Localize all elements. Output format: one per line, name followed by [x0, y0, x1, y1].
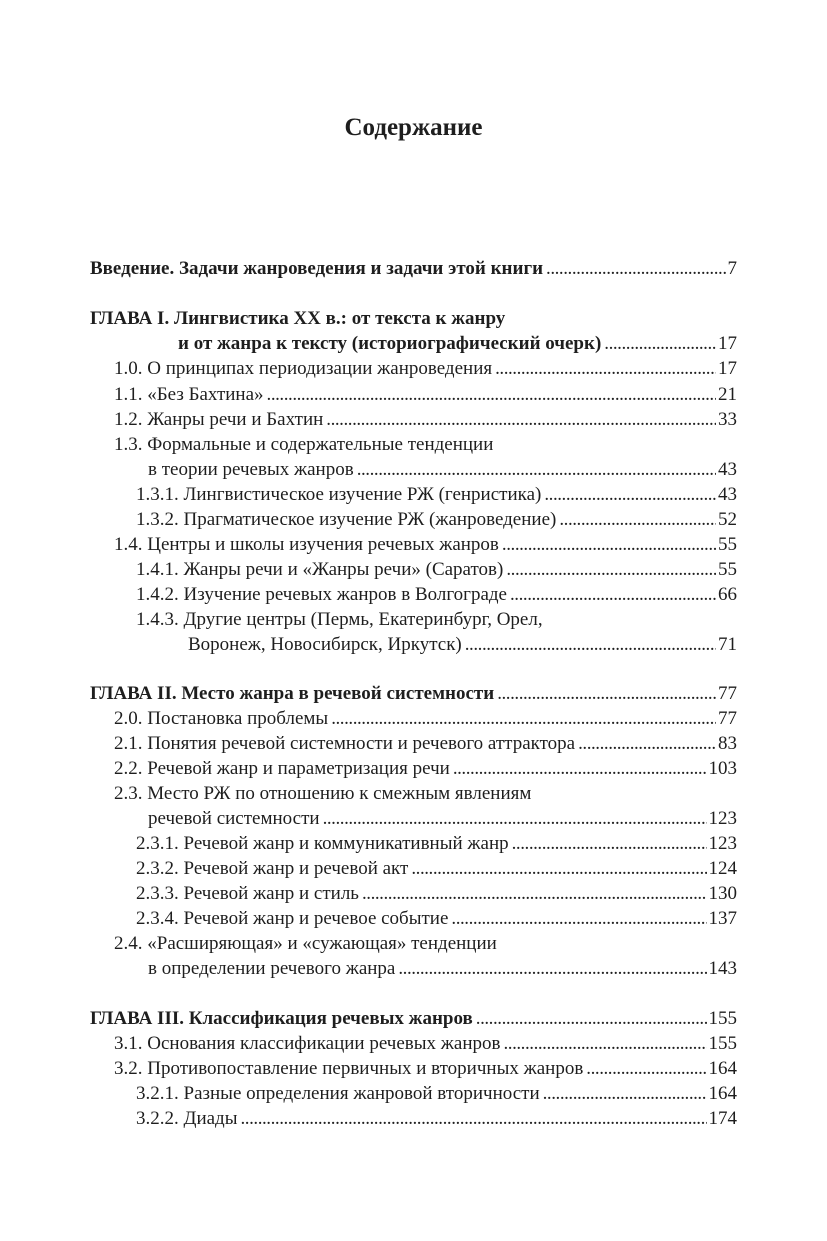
toc-dot-leader [331, 707, 716, 731]
toc-entry-text [136, 483, 541, 507]
toc-entry [114, 782, 737, 806]
toc-entry [136, 882, 737, 906]
toc-entry-number: 1.4.3. [136, 609, 179, 630]
toc-entry [114, 1032, 737, 1056]
toc-entry-text [136, 508, 556, 532]
toc-entry-title: в теории речевых жанров [148, 459, 354, 480]
toc-entry-text [148, 957, 395, 981]
toc-entry [114, 932, 737, 956]
toc-page-number: 137 [708, 908, 737, 929]
toc-entry-text [114, 757, 450, 781]
toc-entry-text [114, 433, 493, 457]
toc-dot-leader [578, 732, 716, 756]
toc-page-number: 143 [708, 958, 737, 979]
toc-entry-text [114, 707, 328, 731]
toc-entry [136, 1107, 737, 1131]
toc-entry-number: 1.4. [114, 534, 143, 555]
toc-entry-title: Понятия речевой системности и речевого аттрактора [147, 733, 576, 754]
toc-dot-leader [604, 332, 716, 356]
toc-entry-number: 2.4. [114, 933, 143, 954]
toc-dot-leader [362, 882, 707, 906]
toc-page-number: 7 [727, 258, 737, 279]
toc-entry-title: и от жанра к тексту (историографический очерк) [178, 333, 602, 354]
toc-entry-title: Введение. Задачи жанроведения и задачи этой книги [90, 258, 544, 279]
toc-entry-title: «Расширяющая» и «сужающая» тенденции [147, 933, 497, 954]
toc-entry-title: ГЛАВА II. Место жанра в речевой системности [90, 683, 495, 704]
toc-dot-leader [326, 408, 716, 432]
toc-entry-text [148, 807, 320, 831]
toc-page-number: 33 [718, 409, 737, 430]
toc-page-number: 164 [708, 1058, 737, 1079]
toc-entry-text [136, 882, 359, 906]
toc-entry-text [178, 332, 601, 356]
toc-entry [136, 558, 737, 582]
toc-entry [114, 757, 737, 781]
toc-entry-title: «Без Бахтина» [147, 384, 264, 405]
toc-entry-number: 2.2. [114, 758, 143, 779]
toc-entry-text [114, 383, 264, 407]
toc-page-number: 43 [718, 459, 737, 480]
toc-entry-title: Прагматическое изучение РЖ (жанроведение) [183, 509, 557, 530]
toc-entry-title: Речевой жанр и коммуникативный жанр [183, 833, 509, 854]
toc-dot-leader [512, 832, 707, 856]
toc-entry [90, 307, 737, 331]
toc-dot-leader [476, 1007, 707, 1031]
toc-entry [114, 533, 737, 557]
toc-entry-number: 2.3.3. [136, 883, 179, 904]
toc-entry-title: Место РЖ по отношению к смежным явлениям [147, 783, 532, 804]
toc-entry-text [136, 1107, 238, 1131]
toc-entry-title: в определении речевого жанра [148, 958, 396, 979]
toc-dot-leader [451, 907, 706, 931]
toc-entry-text [136, 832, 509, 856]
toc-dot-leader [502, 533, 716, 557]
toc-dot-leader [559, 508, 716, 532]
toc-entry-title: Постановка проблемы [147, 708, 329, 729]
toc-page-number: 77 [718, 708, 737, 729]
toc-dot-leader [453, 757, 707, 781]
toc-entry-text [136, 907, 448, 931]
toc-page-number: 55 [718, 534, 737, 555]
toc-entry-title: Речевой жанр и речевое событие [183, 908, 449, 929]
toc-dot-leader [503, 1032, 706, 1056]
toc-entry-title: Лингвистическое изучение РЖ (генристика) [183, 484, 542, 505]
toc-entry-number: 2.3.4. [136, 908, 179, 929]
toc-page-number: 130 [708, 883, 737, 904]
toc-entry-title: речевой системности [148, 808, 320, 829]
toc-entry-title: Разные определения жанровой вторичности [183, 1083, 540, 1104]
toc-entry-title: Противопоставление первичных и вторичных жанров [147, 1058, 584, 1079]
toc-entry-title: Жанры речи и «Жанры речи» (Саратов) [183, 559, 504, 580]
toc-page-number: 123 [708, 808, 737, 829]
toc-entry-text [90, 1007, 473, 1031]
toc-entry-title: Формальные и содержательные тенденции [147, 434, 494, 455]
toc-entry [114, 408, 737, 432]
toc-entry [136, 583, 737, 607]
toc-entry-number: 1.3. [114, 434, 143, 455]
toc-page-number: 17 [718, 358, 737, 379]
toc-page-number: 155 [708, 1008, 737, 1029]
toc-entry-number: 1.1. [114, 384, 143, 405]
toc-entry-text [114, 1032, 500, 1056]
toc-entry-number: 1.4.2. [136, 584, 179, 605]
page-title: Содержание [344, 114, 483, 141]
toc-entry [136, 857, 737, 881]
toc-entry-text [136, 608, 543, 632]
toc-entry [90, 682, 737, 706]
toc-entry-text [136, 857, 408, 881]
toc-entry-text [114, 782, 531, 806]
toc-dot-leader [543, 1082, 707, 1106]
toc-dot-leader [586, 1057, 706, 1081]
toc-entry [114, 383, 737, 407]
toc-dot-leader [497, 682, 716, 706]
toc-entry-text [90, 307, 505, 331]
toc-entry-title: Основания классификации речевых жанров [147, 1033, 501, 1054]
toc-entry-title: Другие центры (Пермь, Екатеринбург, Орел, [183, 609, 543, 630]
toc-page-number: 55 [718, 559, 737, 580]
toc-entry-number: 2.3.1. [136, 833, 179, 854]
toc-page-number: 52 [718, 509, 737, 530]
toc-entry-number: 1.3.2. [136, 509, 179, 530]
toc-entry-text [90, 257, 543, 281]
toc-entry-number: 1.2. [114, 409, 143, 430]
toc-dot-leader [544, 483, 716, 507]
toc-entry [114, 1057, 737, 1081]
toc-entry-title: ГЛАВА III. Классификация речевых жанров [90, 1008, 473, 1029]
toc-entry-text [136, 1082, 540, 1106]
toc-entry-number: 1.0. [114, 358, 143, 379]
toc-entry [136, 832, 737, 856]
toc-page-number: 66 [718, 584, 737, 605]
toc-entry [114, 707, 737, 731]
toc-entry-text [188, 633, 462, 657]
toc-dot-leader [546, 257, 725, 281]
toc-entry-title: Речевой жанр и параметризация речи [147, 758, 450, 779]
toc-entry-title: Воронеж, Новосибирск, Иркутск) [188, 634, 462, 655]
toc-entry-title: О принципах периодизации жанроведения [147, 358, 493, 379]
toc-entry [114, 433, 737, 457]
toc-entry-text [90, 682, 494, 706]
toc-entry-number: 2.0. [114, 708, 143, 729]
toc-page-number: 174 [708, 1108, 737, 1129]
toc-entry-text [114, 408, 323, 432]
toc-entry-number: 1.3.1. [136, 484, 179, 505]
toc-entry-number: 3.2. [114, 1058, 143, 1079]
toc-page-number: 155 [708, 1033, 737, 1054]
toc-entry-text [114, 533, 499, 557]
toc-page-number: 83 [718, 733, 737, 754]
toc-entry-number: 2.3.2. [136, 858, 179, 879]
toc-page-number: 124 [708, 858, 737, 879]
toc-dot-leader [510, 583, 716, 607]
toc-entry [136, 907, 737, 931]
toc-entry-number: 3.2.1. [136, 1083, 179, 1104]
toc-entry [178, 332, 737, 356]
toc-page-number: 164 [708, 1083, 737, 1104]
toc-entry-title: Жанры речи и Бахтин [147, 409, 324, 430]
toc-entry [188, 633, 737, 657]
toc-entry-number: 2.3. [114, 783, 143, 804]
toc-entry [114, 357, 737, 381]
toc-entry-title: Речевой жанр и речевой акт [183, 858, 409, 879]
toc-entry-text [114, 1057, 583, 1081]
toc-entry-text [136, 583, 507, 607]
toc-entry-text [114, 732, 575, 756]
toc-entry [148, 957, 737, 981]
toc-entry-text [114, 357, 492, 381]
toc-entry-number: 2.1. [114, 733, 143, 754]
toc-dot-leader [465, 633, 716, 657]
toc-entry-number: 3.1. [114, 1033, 143, 1054]
toc-page-number: 17 [718, 333, 737, 354]
toc-entry-title: Центры и школы изучения речевых жанров [147, 534, 499, 555]
toc-dot-leader [241, 1107, 707, 1131]
toc-entry-title: Речевой жанр и стиль [183, 883, 359, 904]
toc-entry-title: ГЛАВА I. Лингвистика XX в.: от текста к жанру [90, 308, 506, 329]
toc-page-number: 103 [708, 758, 737, 779]
toc-entry [148, 458, 737, 482]
toc-entry-text [148, 458, 354, 482]
toc-dot-leader [506, 558, 716, 582]
toc-page-number: 43 [718, 484, 737, 505]
toc-entry-number: 1.4.1. [136, 559, 179, 580]
toc-entry-number: 3.2.2. [136, 1108, 179, 1129]
toc-dot-leader [323, 807, 707, 831]
toc-entry [136, 1082, 737, 1106]
toc-page-number: 71 [718, 634, 737, 655]
toc-page-number: 21 [718, 384, 737, 405]
toc-entry-text [136, 558, 503, 582]
toc-entry [136, 508, 737, 532]
toc-dot-leader [357, 458, 716, 482]
toc-entry-text [114, 932, 497, 956]
toc-entry [114, 732, 737, 756]
toc-entry [90, 1007, 737, 1031]
toc-dot-leader [398, 957, 706, 981]
toc-entry [136, 608, 737, 632]
toc-entry-title: Диады [183, 1108, 238, 1129]
toc-dot-leader [411, 857, 706, 881]
toc-entry [136, 483, 737, 507]
toc-entry [148, 807, 737, 831]
toc-page-number: 123 [708, 833, 737, 854]
toc-entry-title: Изучение речевых жанров в Волгограде [183, 584, 507, 605]
toc-page-number: 77 [718, 683, 737, 704]
toc-entry [90, 257, 737, 281]
toc-dot-leader [267, 383, 716, 407]
toc-dot-leader [495, 357, 716, 381]
